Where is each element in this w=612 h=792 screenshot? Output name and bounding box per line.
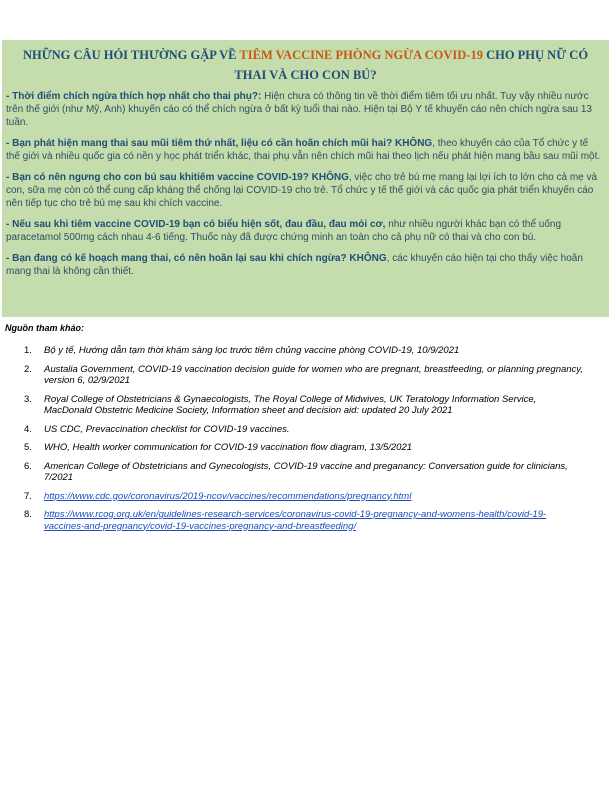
rcog-link[interactable]: https://www.rcog.org.uk/en/guidelines-research-services/coronavirus-covid-19-pregnancy-and-womens-health/covid-19-vaccines-and-pregnancy/covid-19-vaccines-pregnancy-and-breastfeeding/ [44,509,547,532]
reference-number: 1. [24,345,32,356]
faq-item: - Thời điểm chích ngừa thích hợp nhất cho thai phụ?: Hiện chưa có thông tin về thời điểm tiêm tối ưu nhất. Tuy vậy nhiều nước trên thế giới (như Mỹ, Anh) khuyến cáo có thể chích ngừa ở bất kỳ tuổi thai nào. Hiện tại Bộ Y tế khuyến cáo nên chích ngừa sau 13 tuần. [6,91,592,128]
reference-text: WHO, Health worker communication for COVID-19 vaccination flow diagram, 13/5/2021 [44,442,413,453]
faq-text: , việc cho trẻ bú mẹ mang lại lợi ích to lớn cho cả mẹ và con, sữa mẹ còn có thể cung cấp kháng thể chống lại COVID-19 cho trẻ. Tổ chức y tế thế giới và các quốc gia phát triển khuyến cáo nên tiếp tục cho trẻ bú mẹ sau khi chích vaccine. [6,172,598,209]
reference-item [24,424,584,436]
faq-item: - Bạn có nên ngưng cho con bú sau khitiêm vaccine COVID-19? KHÔNG, việc cho trẻ bú mẹ mang lại lợi ích to lớn cho cả mẹ và con, sữa mẹ còn có thể cung cấp kháng thể chống lại COVID-19 cho trẻ. Tổ chức y tế thế giới và các quốc gia phát triển khuyến cáo nên tiếp tục cho trẻ bú mẹ sau khi chích vaccine. [6,172,598,209]
reference-item [24,461,584,484]
reference-item [24,345,584,357]
faq-item: - Nếu sau khi tiêm vaccine COVID-19 bạn có biểu hiện sốt, đau đầu, đau mỏi cơ, như nhiều người khác bạn có thể uống paracetamol 500mg cách nhau 4-6 tiếng. Thuốc này đã được chứng minh an toàn cho cả phụ nữ có thai và cho con bú. [6,219,562,243]
reference-text: Royal College of Obstetricians & Gynaecologists, The Royal College of Midwives, UK Teratology Information Service, MacDonald Obstetric Medicine Society, Information sheet and decision aid: updated 20 July 2021 [44,393,537,416]
reference-item [24,509,584,532]
title-part-2: TIÊM VACCINE PHÒNG NGỪA COVID-19 [239,48,483,62]
faq-question: Thời điểm chích ngừa thích hợp nhất cho thai phụ?: [12,91,262,102]
faq-question: Bạn đang có kế hoạch mang thai, có nên hoãn lại sau khi chích ngừa? [12,253,347,264]
faq-text: Hiện chưa có thông tin về thời điểm tiêm tối ưu nhất. Tuy vậy nhiều nước trên thế giới (như Mỹ, Anh) khuyến cáo có thể chích ngừa ở bất kỳ tuổi thai nào. Hiện tại Bộ Y tế khuyến cáo nên chích ngừa sau 13 tuần. [6,91,592,128]
faq-question: Bạn phát hiện mang thai sau mũi tiêm thứ nhất, liệu có cần hoãn chích mũi hai? [12,138,393,149]
reference-number: 4. [24,423,32,435]
reference-list [24,345,584,539]
reference-text: US CDC, Prevaccination checklist for COVID-19 vaccines. [44,423,290,435]
reference-number: 6. [24,460,32,472]
faq-text: như nhiều người khác bạn có thể uống paracetamol 500mg cách nhau 4-6 tiếng. Thuốc này đã được chứng minh an toàn cho cả phụ nữ có thai và cho con bú. [6,219,562,243]
reference-item [24,491,584,503]
faq-text: , theo khuyến cáo của Tổ chức y tế thế giới và nhiều quốc gia có nền y học phát triển khác, thai phụ vẫn nên chích mũi hai theo lịch nếu phát hiện mang bầu sau mũi một. [6,138,601,162]
page-title [12,45,599,85]
faq-question: Bạn có nên ngưng cho con bú sau khitiêm vaccine COVID-19? [12,172,309,183]
reference-number: 2. [24,363,32,375]
faq-answer: KHÔNG [308,172,349,183]
faq-text: , các khuyến cáo hiện tại cho thấy việc hoãn mang thai là không cần thiết. [6,253,583,277]
reference-number: 3. [24,393,32,405]
reference-item [24,364,584,387]
faq-question: Nếu sau khi tiêm vaccine COVID-19 bạn có biểu hiện sốt, đau đầu, đau mỏi cơ, [12,219,386,230]
reference-item [24,394,584,417]
title-part-1: NHỮNG CÂU HỎI THƯỜNG GẶP VỀ [22,48,240,62]
reference-text: Austalia Government, COVID-19 vaccination decision guide for women who are pregnant, breastfeeding, or planning pregnancy, version 6, 02/9/2021 [44,363,583,386]
faq-box [2,40,609,317]
reference-text: American College of Obstetricians and Gynecologists, COVID-19 vaccine and preganancy: Conversation guide for clinicians, 7/2021 [44,460,568,483]
reference-number: 5. [24,442,32,453]
reference-text: Bộ y tế, Hướng dẫn tạm thời khám sàng lọc trước tiêm chủng vaccine phòng COVID-19, 10/9/2021 [44,345,460,356]
reference-item [24,442,584,454]
faq-answer: KHÔNG [346,253,387,264]
reference-number: 8. [24,509,32,520]
reference-number: 7. [24,490,32,502]
faq-item: - Bạn phát hiện mang thai sau mũi tiêm thứ nhất, liệu có cần hoãn chích mũi hai? KHÔNG, theo khuyến cáo của Tổ chức y tế thế giới và nhiều quốc gia có nền y học phát triển khác, thai phụ vẫn nên chích mũi hai theo lịch nếu phát hiện mang bầu sau mũi một. [6,138,601,162]
faq-answer: KHÔNG [392,138,433,149]
faq-item: - Bạn đang có kế hoạch mang thai, có nên hoãn lại sau khi chích ngừa? KHÔNG, các khuyến cáo hiện tại cho thấy việc hoãn mang thai là không cần thiết. [6,253,583,277]
faq-list [2,90,609,278]
sources-label: Nguồn tham khảo: [5,323,84,333]
cdc-link[interactable]: https://www.cdc.gov/coronavirus/2019-ncov/vaccines/recommendations/pregnancy.html [44,490,412,502]
title-part-3: CHO PHỤ NỮ CÓ THAI VÀ CHO CON BÚ? [234,48,589,82]
